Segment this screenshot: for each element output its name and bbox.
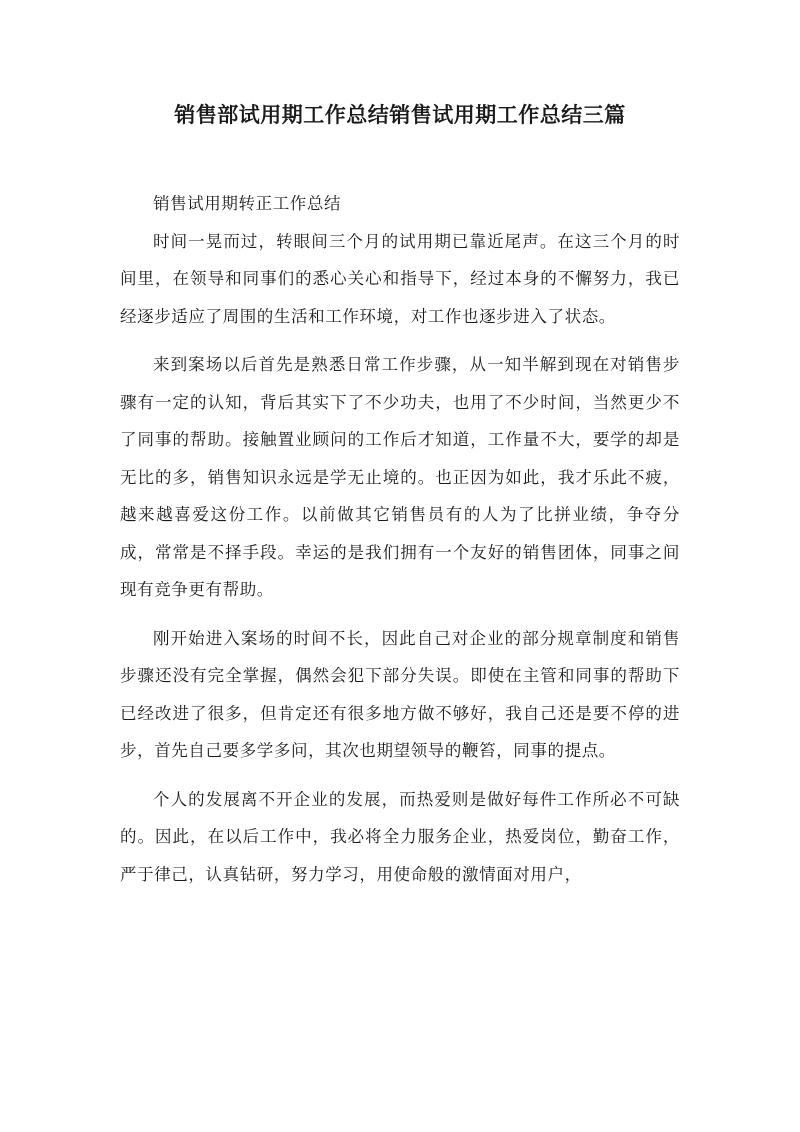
paragraph: 个人的发展离不开企业的发展，而热爱则是做好每件工作所必不可缺的。因此，在以后工作中，我必将全力服务企业，热爱岗位，勤奋工作，严于律己，认真钻研，努力学习，用使命般的激情面对用户， — [120, 789, 680, 884]
document-title: 销售部试用期工作总结销售试用期工作总结三篇 — [174, 102, 626, 127]
paragraph: 来到案场以后首先是熟悉日常工作步骤，从一知半解到现在对销售步骤有一定的认知，背后其实下了不少功夫，也用了不少时间，当然更少不了同事的帮助。接触置业顾问的工作后才知道，工作量不大，要学的却是无比的多，销售知识永远是学无止境的。也正因为如此，我才乐此不疲，越来越喜爱这份工作。以前做其它销售员有的人为了比拼业绩，争夺分成，常常是不择手段。幸运的是我们拥有一个友好的销售团体，同事之间现有竞争更有帮助。 — [120, 355, 680, 599]
paragraph: 刚开始进入案场的时间不长，因此自己对企业的部分规章制度和销售步骤还没有完全掌握，偶然会犯下部分失误。即使在主管和同事的帮助下已经改进了很多，但肯定还有很多地方做不够好，我自己还是要不停的进步，首先自己要多学多问，其次也期望领导的鞭笞，同事的提点。 — [120, 628, 680, 760]
section-subtitle: 销售试用期转正工作总结 — [153, 194, 342, 213]
paragraph: 时间一晃而过，转眼间三个月的试用期已靠近尾声。在这三个月的时间里，在领导和同事们的悉心关心和指导下，经过本身的不懈努力，我已经逐步适应了周围的生活和工作环境，对工作也逐步进入了状态。 — [120, 231, 680, 326]
document-body — [120, 185, 680, 893]
